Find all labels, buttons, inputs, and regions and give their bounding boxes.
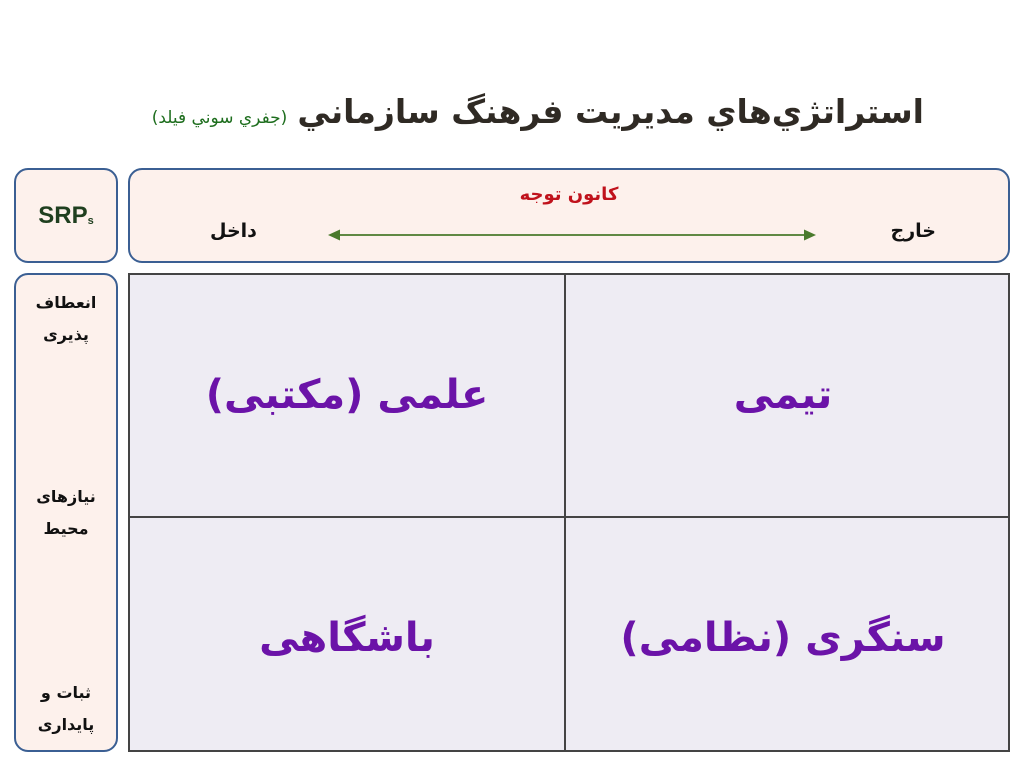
axis-labels-panel [14, 273, 118, 752]
stability-label [16, 677, 116, 741]
srps-box [14, 168, 118, 263]
inside-label: داخل [210, 220, 257, 242]
matrix-cell-academic [130, 275, 564, 514]
cell-fortress-text: سنگری (نظامی) [620, 614, 946, 661]
stability-label-line1: ثبات و [40, 683, 92, 702]
title-main: استراتژي‌هاي مديريت فرهنگ سازماني [297, 92, 924, 131]
focus-label: كانون توجه [519, 184, 619, 205]
outside-label: خارج [890, 220, 936, 242]
cell-academic-text: علمی (مکتبی) [205, 371, 489, 418]
stability-label-line2: پایداری [37, 715, 95, 734]
cell-club-text: باشگاهی [259, 614, 435, 661]
culture-matrix [128, 273, 1010, 752]
flexibility-label-line1: انعطاف [35, 293, 97, 312]
slide-title [152, 92, 924, 131]
flexibility-label [16, 287, 116, 351]
flexibility-label-line2: پذيری [43, 325, 89, 344]
environment-needs-label [16, 481, 116, 545]
double-arrow-icon [328, 225, 816, 245]
cell-team-text: تیمی [733, 371, 833, 418]
focus-header [128, 168, 1010, 263]
srps-suffix: s [87, 214, 94, 227]
environment-label-line1: نیازهای [36, 487, 96, 506]
matrix-cell-team [566, 275, 1000, 514]
environment-label-line2: محیط [43, 519, 89, 538]
matrix-cell-club [130, 518, 564, 757]
title-author: (جفري سوني فيلد) [151, 108, 288, 128]
matrix-cell-fortress [566, 518, 1000, 757]
srps-label [38, 202, 93, 230]
srps-text: SRP [38, 201, 88, 229]
